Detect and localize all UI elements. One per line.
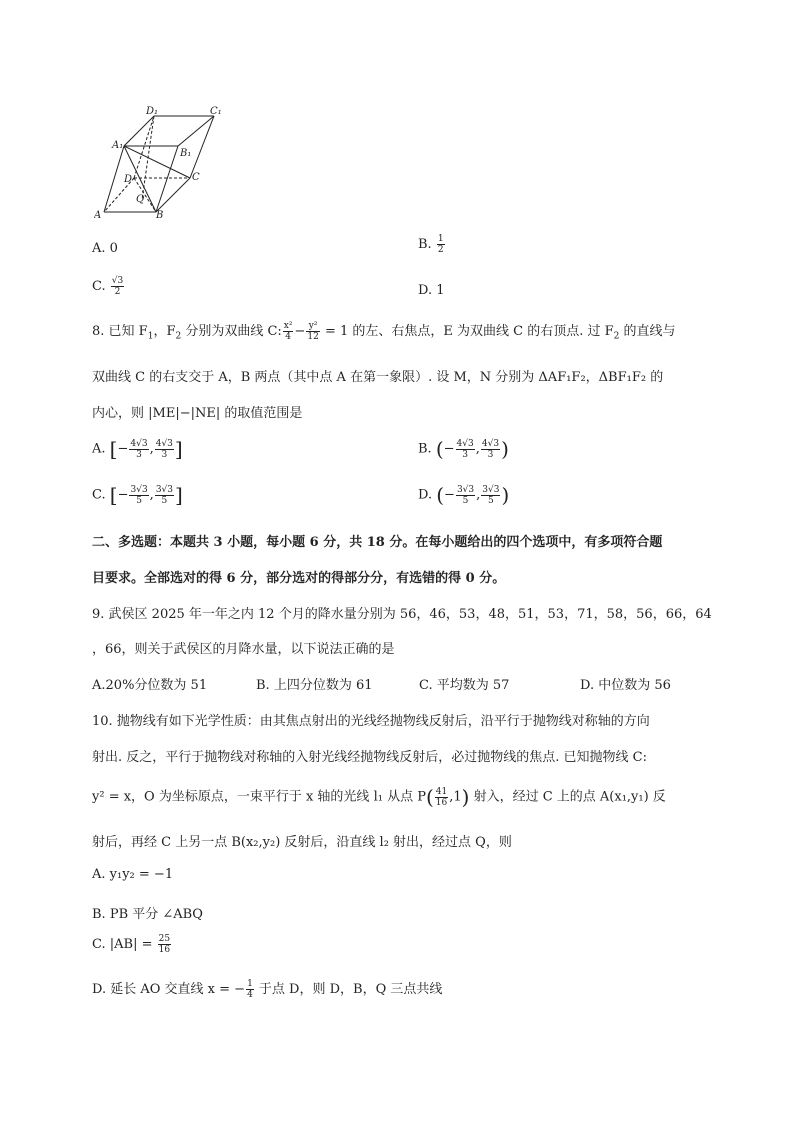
label-c: C [192,172,200,183]
label-a1: A₁ [112,140,124,151]
q8-option-a: A. [− $\frac{4√3}{3}$ , $\frac{4√3}{3}$ ] [92,437,183,461]
q7-option-a: A. 0 [92,241,118,256]
section2-header-line-2: 目要求。全部选对的得 6 分，部分选对的得部分分，有选错的得 0 分。 [92,571,506,586]
q10-line-3: y² = x，O 为坐标原点，一束平行于 x 轴的光线 l₁ 从点 P( $\frac{41}{16}$ ,1) 射入，经过 C 上的点 A(x₁,y₁) 反 [92,785,666,809]
label-a: A [94,210,102,221]
q10-option-a: A. y₁y₂ = −1 [92,867,174,882]
label-c1: C₁ [210,106,222,117]
q8-line-3: 内心，则 |ME|−|NE| 的取值范围是 [92,406,303,421]
q7-option-c: C. $\frac{√3}{2}$ [92,276,124,297]
label-b1: B₁ [180,148,192,159]
q10-line-1: 10. 抛物线有如下光学性质：由其焦点射出的光线经抛物线反射后，沿平行于抛物线对称轴的方向 [92,714,650,729]
q10-option-c: C. |AB| = $\frac{25}{16}$ [92,934,171,955]
q9-option-a: A.20%分位数为 51 [92,678,208,693]
q10-line-4: 射后，再经 C 上另一点 B(x₂,y₂) 反射后，沿直线 l₂ 射出，经过点 Q，则 [92,835,512,850]
section2-header-line-1: 二、多选题：本题共 3 小题，每小题 6 分，共 18 分。在每小题给出的四个选项中，有多项符合题 [92,535,663,550]
q10-option-d: D. 延长 AO 交直线 x = − $\frac{1}{4}$ 于点 D，则 D，B，Q 三点共线 [92,979,443,1000]
q8-option-c: C. [− $\frac{3√3}{5}$ , $\frac{3√3}{5}$ ] [92,483,183,507]
q8-line-1: 8. 已知 $F_1$，$F_2$ 分别为双曲线 C: $\frac{\text{x²}}{4}$ − $\frac{\text{y²}}{12}$ = 1 的左、右焦点，E 为双曲线 C 的右顶点. 过 $F_2$ 的直线与 [92,321,676,342]
q10-option-b: B. PB 平分 ∠ABQ [92,907,203,922]
label-q: Q [136,194,145,205]
q10-line-2: 射出. 反之，平行于抛物线对称轴的入射光线经抛物线反射后，必过抛物线的焦点. 已知抛物线 C: [92,750,647,765]
q9-option-c: C. 平均数为 57 [419,678,510,693]
q8-line-2: 双曲线 C 的右支交于 A，B 两点（其中点 A 在第一象限）. 设 M，N 分别为 ΔAF₁F₂，ΔBF₁F₂ 的 [92,370,664,385]
q8-option-d: D. (− $\frac{3√3}{5}$ , $\frac{3√3}{5}$ ) [418,483,510,507]
q9-line-1: 9. 武侯区 2025 年一年之内 12 个月的降水量分别为 56，46，53，48，51，53，71，58，56，66，64 [92,607,712,622]
parallelepiped-figure [94,104,234,222]
q9-option-b: B. 上四分位数为 61 [256,678,373,693]
q9-option-d: D. 中位数为 56 [580,678,671,693]
q7-option-b: B. $\frac{1}{2}$ [418,234,444,255]
q9-line-2: ，66，则关于武侯区的月降水量，以下说法正确的是 [92,642,395,657]
label-d: D [124,174,133,185]
q8-option-b: B. (− $\frac{4√3}{3}$ , $\frac{4√3}{3}$ ) [418,437,509,461]
label-b: B [156,210,164,221]
q7-option-d: D. 1 [418,283,445,298]
label-d1: D₁ [146,106,159,117]
